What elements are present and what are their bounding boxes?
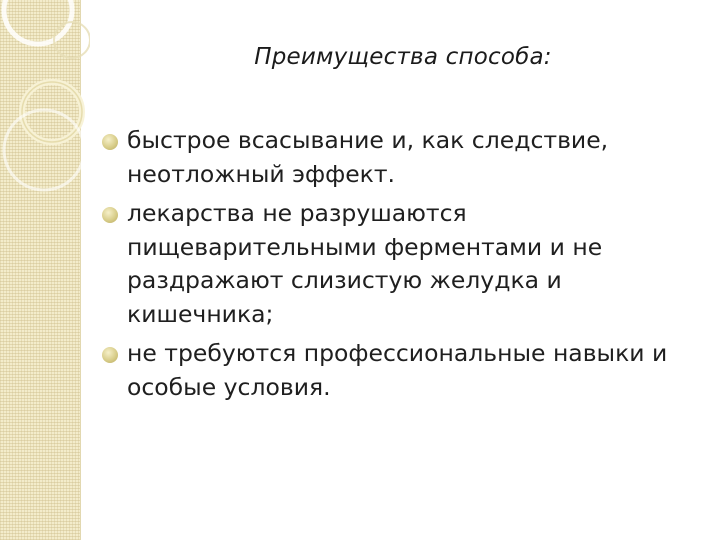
list-item-text: лекарства не разрушаются пищеварительными ферментами и не раздражают слизистую желудка и кишечника; <box>127 199 603 328</box>
bullet-icon <box>102 207 118 223</box>
slide-title: Преимущества способа: <box>254 44 552 70</box>
bullet-icon <box>102 347 118 363</box>
list-item <box>102 124 702 191</box>
list-item-text: быстрое всасывание и, как следствие, неотложный эффект. <box>127 126 609 188</box>
list-item <box>102 197 702 331</box>
list-item-text: не требуются профессиональные навыки и особые условия. <box>127 339 668 401</box>
bullet-list <box>102 124 702 410</box>
decorative-rings-icon <box>0 0 90 220</box>
list-item <box>102 337 702 404</box>
bullet-icon <box>102 134 118 150</box>
